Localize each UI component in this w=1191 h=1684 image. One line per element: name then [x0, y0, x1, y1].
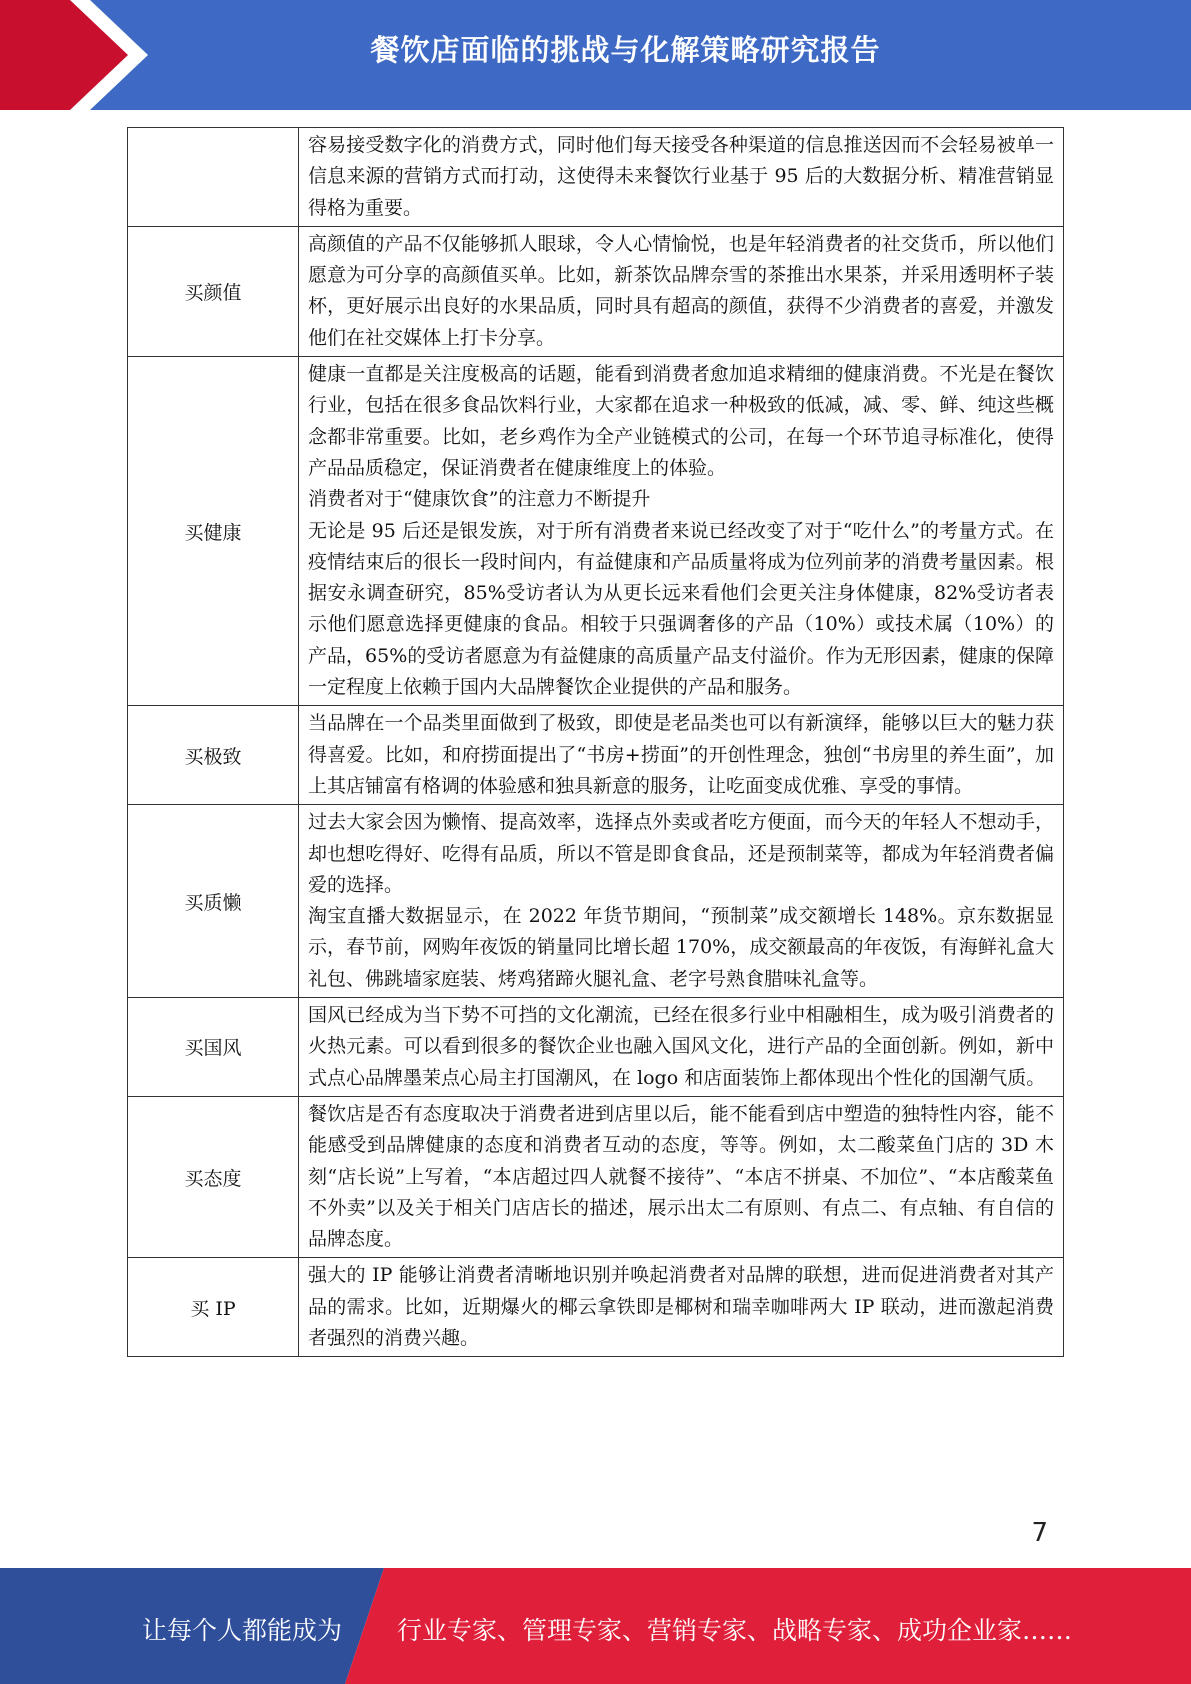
description-cell — [299, 128, 1064, 227]
description-cell — [299, 1258, 1064, 1357]
table-row — [128, 706, 1064, 805]
category-cell: 买态度 — [128, 1096, 299, 1257]
page-header — [0, 0, 1191, 110]
description-paragraph: 当品牌在一个品类里面做到了极致，即使是老品类也可以有新演绎，能够以巨大的魅力获得喜爱。比如，和府捞面提出了“书房+捞面”的开创性理念，独创“书房里的养生面”，加上其店铺富有格调的体验感和独具新意的服务，让吃面变成优雅、享受的事情。 — [308, 712, 1054, 797]
description-cell — [299, 1096, 1064, 1257]
category-cell: 买颜值 — [128, 226, 299, 356]
category-cell — [128, 128, 299, 227]
table-row — [128, 1096, 1064, 1257]
category-cell: 买 IP — [128, 1258, 299, 1357]
content-table-container — [127, 127, 1064, 1357]
table-row — [128, 998, 1064, 1097]
content-table — [127, 127, 1064, 1357]
table-row — [128, 805, 1064, 998]
description-cell — [299, 226, 1064, 356]
description-paragraph: 无论是 95 后还是银发族，对于所有消费者来说已经改变了对于“吃什么”的考量方式。在疫情结束后的很长一段时间内，有益健康和产品质量将成为位列前茅的消费考量因素。根据安永调查研究，85%受访者认为从更长远来看他们会更关注身体健康，82%受访者表示他们愿意选择更健康的食品。相较于只强调奢侈的产品（10%）或技术属（10%）的产品，65%的受访者愿意为有益健康的高质量产品支付溢价。作为无形因素，健康的保障一定程度上依赖于国内大品牌餐饮企业提供的产品和服务。 — [308, 519, 1054, 699]
footer-slogan-left: 让每个人都能成为 — [142, 1616, 343, 1645]
category-cell: 买质懒 — [128, 805, 299, 998]
description-paragraph: 淘宝直播大数据显示，在 2022 年货节期间，“预制菜”成交额增长 148%。京东数据显示，春节前，网购年夜饭的销量同比增长超 170%，成交额最高的年夜饭，有海鲜礼盒大礼包、佛跳墙家庭装、烤鸡猪蹄火腿礼盒、老字号熟食腊味礼盒等。 — [308, 905, 1054, 990]
description-paragraph: 餐饮店是否有态度取决于消费者进到店里以后，能不能看到店中塑造的独特性内容，能不能感受到品牌健康的态度和消费者互动的态度，等等。例如，太二酸菜鱼门店的 3D 木刻“店长说”上写着，“本店超过四人就餐不接待”、“本店不拼桌、不加位”、“本店酸菜鱼不外卖”以及关于相关门店店长的描述，展示出太二有原则、有点二、有点轴、有自信的品牌态度。 — [308, 1102, 1054, 1251]
description-paragraph: 高颜值的产品不仅能够抓人眼球，令人心情愉悦，也是年轻消费者的社交货币，所以他们愿意为可分享的高颜值买单。比如，新茶饮品牌奈雪的茶推出水果茶，并采用透明杯子装杯，更好展示出良好的水果品质，同时具有超高的颜值，获得不少消费者的喜爱，并激发他们在社交媒体上打卡分享。 — [308, 232, 1054, 349]
description-cell — [299, 706, 1064, 805]
description-cell — [299, 998, 1064, 1097]
report-title: 餐饮店面临的挑战与化解策略研究报告 — [370, 33, 881, 67]
table-row — [128, 226, 1064, 356]
table-row — [128, 357, 1064, 706]
category-cell: 买健康 — [128, 357, 299, 706]
description-paragraph: 健康一直都是关注度极高的话题，能看到消费者愈加追求精细的健康消费。不光是在餐饮行业，包括在很多食品饮料行业，大家都在追求一种极致的低减，减、零、鲜、纯这些概念都非常重要。比如，老乡鸡作为全产业链模式的公司，在每一个环节追寻标准化，使得产品品质稳定，保证消费者在健康维度上的体验。 — [308, 363, 1054, 479]
category-cell: 买极致 — [128, 706, 299, 805]
description-cell — [299, 357, 1064, 706]
description-cell — [299, 805, 1064, 998]
description-paragraph: 容易接受数字化的消费方式，同时他们每天接受各种渠道的信息推送因而不会轻易被单一信息来源的营销方式而打动，这使得未来餐饮行业基于 95 后的大数据分析、精准营销显得格为重要。 — [308, 134, 1054, 219]
description-paragraph: 国风已经成为当下势不可挡的文化潮流，已经在很多行业中相融相生，成为吸引消费者的火热元素。可以看到很多的餐饮企业也融入国风文化，进行产品的全面创新。例如，新中式点心品牌墨茉点心局主打国潮风，在 logo 和店面装饰上都体现出个性化的国潮气质。 — [308, 1004, 1054, 1089]
description-paragraph: 过去大家会因为懒惰、提高效率，选择点外卖或者吃方便面，而今天的年轻人不想动手，却也想吃得好、吃得有品质，所以不管是即食食品，还是预制菜等，都成为年轻消费者偏爱的选择。 — [308, 811, 1054, 896]
description-paragraph: 消费者对于“健康饮食”的注意力不断提升 — [308, 488, 651, 511]
page-footer — [0, 1568, 1191, 1684]
table-row — [128, 128, 1064, 227]
footer-slogan-right: 行业专家、管理专家、营销专家、战略专家、成功企业家…… — [397, 1616, 1073, 1645]
table-row — [128, 1258, 1064, 1357]
category-cell: 买国风 — [128, 998, 299, 1097]
page-number: 7 — [1031, 1518, 1048, 1548]
description-paragraph: 强大的 IP 能够让消费者清晰地识别并唤起消费者对品牌的联想，进而促进消费者对其产品的需求。比如，近期爆火的椰云拿铁即是椰树和瑞幸咖啡两大 IP 联动，进而激起消费者强烈的消费兴趣。 — [308, 1264, 1054, 1349]
